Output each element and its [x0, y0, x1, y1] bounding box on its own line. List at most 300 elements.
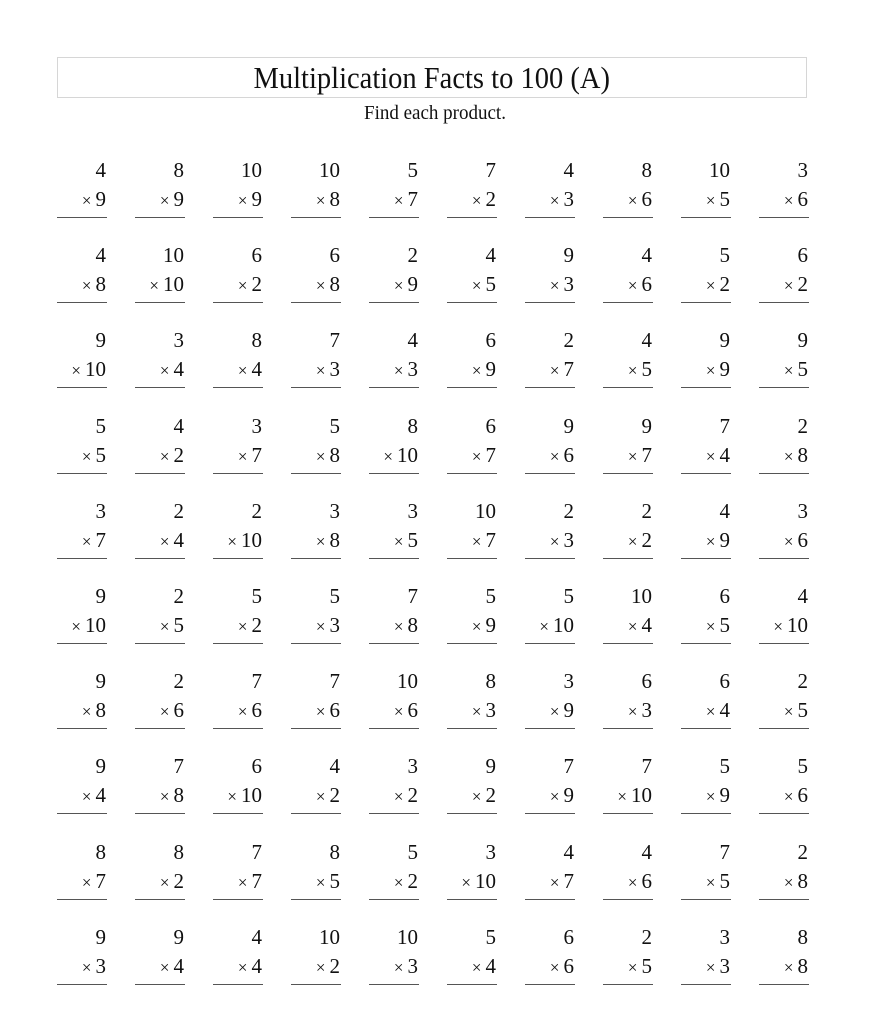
answer-line	[681, 473, 731, 474]
problem-67	[525, 667, 575, 752]
answer-line	[57, 984, 107, 985]
answer-line	[135, 813, 185, 814]
answer-line	[291, 728, 341, 729]
answer-line	[213, 473, 263, 474]
multiplier: 7	[251, 442, 262, 467]
times-icon: ×	[159, 191, 170, 210]
times-icon: ×	[81, 531, 92, 551]
multiplier: 4	[719, 698, 730, 723]
multiplicand: 9	[95, 328, 106, 353]
multiplier-line	[369, 611, 419, 641]
times-icon: ×	[393, 191, 404, 210]
multiplier-line	[525, 952, 575, 982]
answer-line	[135, 984, 185, 985]
times-icon: ×	[471, 702, 482, 722]
answer-line	[525, 558, 575, 559]
times-icon: ×	[315, 276, 326, 296]
problem-32	[135, 412, 185, 497]
multiplier: 2	[173, 868, 184, 893]
times-icon: ×	[149, 276, 159, 296]
problem-58	[603, 582, 653, 667]
answer-line	[525, 899, 575, 900]
answer-line	[213, 302, 263, 303]
multiplier-line	[213, 952, 263, 982]
answer-line	[57, 643, 107, 644]
times-icon: ×	[627, 531, 638, 551]
answer-line	[57, 558, 107, 559]
problem-95	[369, 923, 419, 1008]
worksheet-title: Multiplication Facts to 100 (A)	[253, 60, 611, 95]
problem-34	[291, 412, 341, 497]
multiplier: 10	[241, 527, 262, 552]
multiplier: 8	[797, 868, 808, 893]
multiplier-line	[213, 526, 263, 556]
times-icon: ×	[705, 957, 716, 977]
times-icon: ×	[237, 191, 248, 210]
multiplier: 2	[485, 187, 496, 211]
problem-5	[369, 156, 419, 241]
multiplier-line	[447, 952, 497, 982]
multiplier: 9	[407, 272, 418, 297]
multiplier: 10	[85, 612, 106, 637]
multiplicand: 10	[709, 158, 730, 182]
times-icon: ×	[705, 531, 716, 551]
multiplier-line	[57, 185, 107, 215]
times-icon: ×	[705, 276, 716, 296]
multiplier: 10	[241, 783, 262, 808]
answer-line	[291, 217, 341, 218]
multiplier: 2	[641, 527, 652, 552]
times-icon: ×	[237, 446, 248, 466]
multiplier-line	[135, 781, 185, 811]
multiplicand: 7	[719, 413, 730, 438]
problem-71	[57, 752, 107, 837]
answer-line	[525, 473, 575, 474]
multiplier-line	[369, 952, 419, 982]
times-icon: ×	[471, 957, 482, 977]
multiplier-line	[57, 781, 107, 811]
times-icon: ×	[159, 361, 170, 381]
answer-line	[447, 813, 497, 814]
multiplier-line	[759, 696, 809, 726]
multiplier-line	[213, 185, 263, 215]
multiplier: 6	[563, 953, 574, 978]
answer-line	[135, 643, 185, 644]
problem-46	[447, 497, 497, 582]
multiplicand: 2	[563, 498, 574, 523]
problem-16	[447, 241, 497, 326]
multiplier: 8	[329, 527, 340, 552]
answer-line	[759, 473, 809, 474]
multiplicand: 6	[251, 243, 262, 268]
title-box	[57, 57, 807, 98]
multiplier: 2	[407, 783, 418, 808]
multiplier: 8	[797, 442, 808, 467]
multiplier-line	[603, 355, 653, 385]
multiplier: 3	[329, 612, 340, 637]
answer-line	[603, 899, 653, 900]
multiplier-line	[291, 781, 341, 811]
problem-96	[447, 923, 497, 1008]
multiplier: 10	[163, 272, 184, 297]
multiplier-line	[213, 441, 263, 471]
problem-78	[603, 752, 653, 837]
problem-86	[447, 838, 497, 923]
times-icon: ×	[159, 531, 170, 551]
problem-91	[57, 923, 107, 1008]
answer-line	[525, 984, 575, 985]
multiplier: 8	[407, 612, 418, 637]
multiplier-line	[135, 952, 185, 982]
multiplier-line	[759, 185, 809, 215]
multiplicand: 2	[251, 498, 262, 523]
answer-line	[291, 387, 341, 388]
multiplier: 5	[173, 612, 184, 637]
problem-59	[681, 582, 731, 667]
multiplier: 4	[251, 953, 262, 978]
problem-65	[369, 667, 419, 752]
problem-49	[681, 497, 731, 582]
multiplicand: 2	[407, 243, 418, 268]
multiplier-line	[135, 696, 185, 726]
answer-line	[603, 217, 653, 218]
problem-1	[57, 156, 107, 241]
multiplier: 4	[173, 527, 184, 552]
multiplicand: 7	[173, 754, 184, 779]
answer-line	[525, 217, 575, 218]
multiplicand: 7	[329, 669, 340, 694]
multiplicand: 7	[251, 669, 262, 694]
answer-line	[369, 728, 419, 729]
multiplicand: 5	[563, 583, 574, 608]
problem-57	[525, 582, 575, 667]
multiplier: 7	[563, 357, 574, 382]
times-icon: ×	[315, 957, 326, 977]
multiplier: 9	[95, 187, 106, 211]
answer-line	[213, 643, 263, 644]
problem-85	[369, 838, 419, 923]
multiplicand: 3	[563, 669, 574, 694]
multiplier: 5	[719, 612, 730, 637]
times-icon: ×	[393, 361, 404, 381]
multiplier: 8	[797, 953, 808, 978]
multiplier-line	[525, 867, 575, 897]
multiplier: 8	[329, 272, 340, 297]
multiplicand: 8	[251, 328, 262, 353]
problem-30	[759, 326, 809, 411]
times-icon: ×	[159, 446, 170, 466]
multiplier-line	[681, 611, 731, 641]
answer-line	[681, 899, 731, 900]
multiplier-line	[525, 526, 575, 556]
multiplicand: 3	[407, 498, 418, 523]
multiplier-line	[447, 355, 497, 385]
multiplicand: 3	[485, 839, 496, 864]
multiplier-line	[603, 526, 653, 556]
multiplier-line	[759, 781, 809, 811]
multiplier: 6	[797, 527, 808, 552]
multiplier: 6	[407, 698, 418, 723]
answer-line	[759, 643, 809, 644]
multiplier-line	[681, 270, 731, 300]
multiplicand: 3	[407, 754, 418, 779]
problem-27	[525, 326, 575, 411]
answer-line	[681, 217, 731, 218]
problem-56	[447, 582, 497, 667]
problem-88	[603, 838, 653, 923]
multiplier: 8	[329, 187, 340, 211]
multiplier: 9	[563, 783, 574, 808]
times-icon: ×	[159, 787, 170, 807]
multiplicand: 10	[397, 669, 418, 694]
times-icon: ×	[237, 276, 248, 296]
multiplier: 9	[719, 783, 730, 808]
answer-line	[447, 899, 497, 900]
times-icon: ×	[315, 616, 326, 636]
times-icon: ×	[393, 276, 404, 296]
problem-64	[291, 667, 341, 752]
answer-line	[369, 899, 419, 900]
multiplicand: 8	[407, 413, 418, 438]
problem-24	[291, 326, 341, 411]
times-icon: ×	[393, 616, 404, 636]
problem-72	[135, 752, 185, 837]
worksheet-instructions: Find each product.	[364, 102, 506, 124]
multiplicand: 8	[173, 158, 184, 182]
answer-line	[369, 302, 419, 303]
multiplicand: 10	[319, 924, 340, 949]
multiplier: 6	[641, 868, 652, 893]
multiplier-line	[525, 696, 575, 726]
answer-line	[759, 217, 809, 218]
problem-61	[57, 667, 107, 752]
times-icon: ×	[549, 276, 560, 296]
multiplier: 9	[719, 527, 730, 552]
times-icon: ×	[81, 957, 92, 977]
times-icon: ×	[549, 872, 560, 892]
times-icon: ×	[393, 872, 404, 892]
multiplicand: 7	[485, 158, 496, 182]
answer-line	[57, 473, 107, 474]
times-icon: ×	[783, 702, 794, 722]
times-icon: ×	[549, 531, 560, 551]
multiplicand: 3	[329, 498, 340, 523]
multiplier: 4	[173, 357, 184, 382]
problem-17	[525, 241, 575, 326]
multiplicand: 4	[95, 243, 106, 268]
multiplier: 10	[475, 868, 496, 893]
multiplier: 10	[787, 612, 808, 637]
problem-92	[135, 923, 185, 1008]
problem-4	[291, 156, 341, 241]
times-icon: ×	[237, 957, 248, 977]
answer-line	[213, 387, 263, 388]
answer-line	[135, 558, 185, 559]
answer-line	[135, 899, 185, 900]
times-icon: ×	[549, 361, 560, 381]
multiplier-line	[447, 781, 497, 811]
answer-line	[447, 387, 497, 388]
times-icon: ×	[627, 872, 638, 892]
answer-line	[291, 899, 341, 900]
multiplier: 7	[485, 442, 496, 467]
multiplicand: 6	[563, 924, 574, 949]
multiplier: 4	[95, 783, 106, 808]
multiplicand: 6	[329, 243, 340, 268]
multiplier: 6	[329, 698, 340, 723]
multiplier: 8	[173, 783, 184, 808]
multiplicand: 6	[485, 328, 496, 353]
multiplicand: 3	[719, 924, 730, 949]
multiplier-line	[681, 867, 731, 897]
multiplier-line	[57, 355, 107, 385]
multiplicand: 9	[95, 583, 106, 608]
answer-line	[213, 984, 263, 985]
answer-line	[57, 387, 107, 388]
problem-13	[213, 241, 263, 326]
answer-line	[603, 643, 653, 644]
multiplier: 3	[719, 953, 730, 978]
multiplicand: 4	[485, 243, 496, 268]
answer-line	[525, 387, 575, 388]
answer-line	[213, 728, 263, 729]
multiplicand: 4	[173, 413, 184, 438]
answer-line	[369, 984, 419, 985]
multiplicand: 7	[563, 754, 574, 779]
answer-line	[213, 899, 263, 900]
answer-line	[291, 473, 341, 474]
multiplier-line	[291, 611, 341, 641]
times-icon: ×	[783, 787, 794, 807]
problem-55	[369, 582, 419, 667]
problem-77	[525, 752, 575, 837]
multiplier-line	[759, 355, 809, 385]
multiplier: 3	[563, 527, 574, 552]
multiplicand: 5	[485, 583, 496, 608]
times-icon: ×	[81, 702, 92, 722]
multiplier-line	[369, 781, 419, 811]
multiplier-line	[213, 781, 263, 811]
times-icon: ×	[783, 957, 794, 977]
problem-73	[213, 752, 263, 837]
multiplier: 6	[251, 698, 262, 723]
multiplicand: 9	[485, 754, 496, 779]
multiplicand: 5	[485, 924, 496, 949]
answer-line	[447, 302, 497, 303]
answer-line	[447, 217, 497, 218]
times-icon: ×	[393, 702, 404, 722]
answer-line	[759, 387, 809, 388]
problem-83	[213, 838, 263, 923]
times-icon: ×	[783, 446, 794, 466]
problem-20	[759, 241, 809, 326]
times-icon: ×	[383, 446, 393, 466]
times-icon: ×	[705, 446, 716, 466]
multiplier: 10	[631, 783, 652, 808]
multiplier-line	[291, 526, 341, 556]
multiplier-line	[213, 696, 263, 726]
problem-9	[681, 156, 731, 241]
multiplicand: 3	[251, 413, 262, 438]
multiplier-line	[57, 526, 107, 556]
answer-line	[681, 728, 731, 729]
multiplicand: 6	[719, 669, 730, 694]
multiplier: 5	[641, 953, 652, 978]
answer-line	[759, 984, 809, 985]
problem-18	[603, 241, 653, 326]
answer-line	[447, 473, 497, 474]
multiplier-line	[369, 185, 419, 215]
multiplier: 3	[407, 357, 418, 382]
times-icon: ×	[705, 616, 716, 636]
multiplicand: 6	[797, 243, 808, 268]
multiplier: 9	[251, 187, 262, 211]
multiplicand: 2	[173, 498, 184, 523]
multiplier-line	[759, 270, 809, 300]
multiplier: 8	[329, 442, 340, 467]
times-icon: ×	[237, 702, 248, 722]
times-icon: ×	[227, 787, 237, 807]
problem-2	[135, 156, 185, 241]
multiplier: 7	[95, 527, 106, 552]
multiplier-line	[291, 952, 341, 982]
multiplier-line	[57, 611, 107, 641]
multiplier-line	[369, 867, 419, 897]
multiplicand: 8	[329, 839, 340, 864]
problem-80	[759, 752, 809, 837]
multiplier-line	[57, 696, 107, 726]
multiplier: 8	[95, 698, 106, 723]
problem-74	[291, 752, 341, 837]
multiplier: 7	[407, 187, 418, 211]
multiplicand: 5	[329, 413, 340, 438]
multiplier: 7	[485, 527, 496, 552]
answer-line	[369, 643, 419, 644]
multiplier: 7	[641, 442, 652, 467]
multiplier-line	[603, 781, 653, 811]
multiplicand: 5	[719, 754, 730, 779]
problem-93	[213, 923, 263, 1008]
times-icon: ×	[627, 702, 638, 722]
problem-22	[135, 326, 185, 411]
times-icon: ×	[783, 276, 794, 296]
problem-33	[213, 412, 263, 497]
multiplicand: 7	[251, 839, 262, 864]
multiplicand: 2	[641, 498, 652, 523]
times-icon: ×	[627, 191, 638, 210]
multiplier: 9	[563, 698, 574, 723]
multiplier-line	[57, 270, 107, 300]
problem-19	[681, 241, 731, 326]
multiplier-line	[57, 867, 107, 897]
problem-69	[681, 667, 731, 752]
answer-line	[57, 217, 107, 218]
multiplier-line	[525, 441, 575, 471]
multiplicand: 5	[407, 839, 418, 864]
multiplicand: 8	[95, 839, 106, 864]
multiplicand: 2	[641, 924, 652, 949]
problem-39	[681, 412, 731, 497]
multiplier: 3	[563, 187, 574, 211]
multiplier: 8	[95, 272, 106, 297]
problem-54	[291, 582, 341, 667]
multiplier-line	[135, 185, 185, 215]
answer-line	[213, 217, 263, 218]
multiplier: 4	[485, 953, 496, 978]
multiplier-line	[135, 611, 185, 641]
multiplicand: 9	[641, 413, 652, 438]
problem-76	[447, 752, 497, 837]
